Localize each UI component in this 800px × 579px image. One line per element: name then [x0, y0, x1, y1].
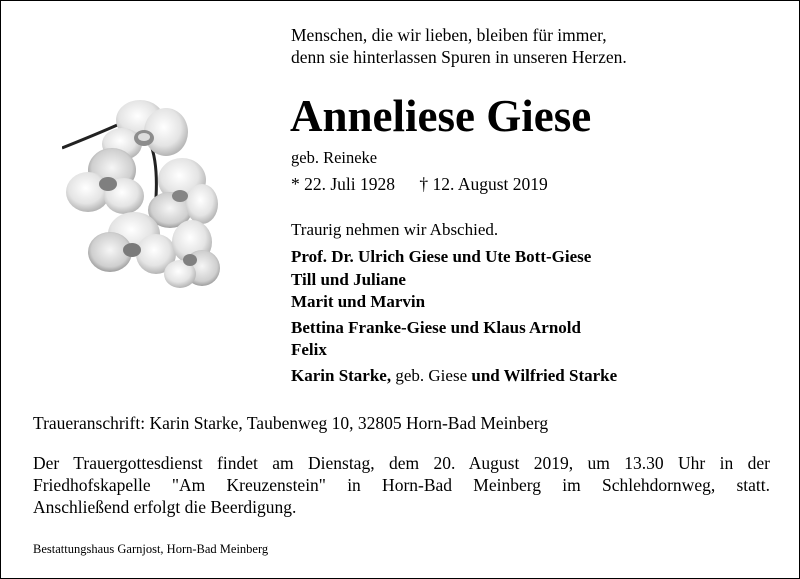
mourner-maiden: geb. Giese — [395, 365, 468, 385]
service-line: Friedhofskapelle "Am Kreuzenstein" in Horn-Bad Meinberg im Schlehdornweg, statt. — [33, 475, 770, 495]
quote — [291, 24, 627, 68]
farewell-text: Traurig nehmen wir Abschied. — [291, 220, 499, 239]
maiden-name: geb. Reineke — [291, 148, 378, 167]
quote-line: Menschen, die wir lieben, bleiben für immer, — [291, 25, 607, 45]
mourner-line — [291, 365, 617, 388]
mourners-list — [291, 246, 617, 390]
funeral-home: Bestattungshaus Garnjost, Horn-Bad Meinberg — [33, 542, 269, 556]
deceased-name: Anneliese Giese — [290, 91, 592, 141]
service-info — [33, 452, 770, 518]
mourner-line: Prof. Dr. Ulrich Giese und Ute Bott-Giese — [291, 247, 592, 266]
mourner-line: Felix — [291, 340, 327, 359]
mourner-group — [291, 317, 617, 362]
mourner-group — [291, 246, 617, 314]
service-line: Anschließend erfolgt die Beerdigung. — [33, 497, 297, 517]
mourner-line: Bettina Franke-Giese und Klaus Arnold — [291, 317, 581, 337]
service-line: Der Trauergottesdienst findet am Dienstag, dem 20. August 2019, um 13.30 Uhr in der — [33, 453, 770, 473]
orchid-icon — [62, 92, 232, 292]
death-date: † 12. August 2019 — [419, 174, 548, 194]
mourner-line: Marit und Marvin — [291, 292, 426, 311]
mourner-line: Till und Juliane — [291, 269, 406, 289]
mourner-name: Karin Starke, — [291, 365, 392, 385]
birth-date: * 22. Juli 1928 — [291, 174, 396, 194]
quote-line: denn sie hinterlassen Spuren in unseren Herzen. — [291, 47, 627, 67]
mourner-partner: und Wilfried Starke — [471, 365, 618, 385]
mourning-address: Traueranschrift: Karin Starke, Taubenweg 10, 32805 Horn-Bad Meinberg — [33, 413, 549, 433]
life-dates — [291, 173, 548, 195]
mourner-group — [291, 365, 617, 388]
